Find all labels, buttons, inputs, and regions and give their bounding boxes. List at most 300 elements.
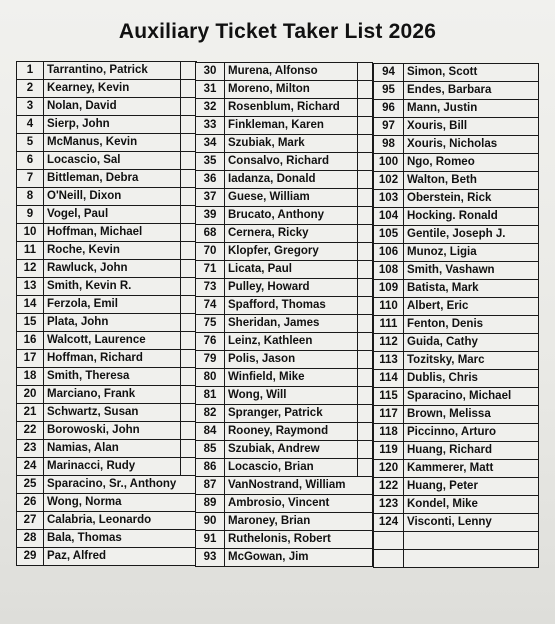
- ticket-number: 93: [196, 549, 225, 566]
- ticket-taker-name: Guese, William: [228, 191, 310, 204]
- table-row: [16, 205, 197, 224]
- ticket-taker-name: Locascio, Brian: [228, 461, 314, 474]
- blank-cell: [357, 279, 372, 296]
- blank-cell: [180, 98, 196, 115]
- table-row: [373, 387, 539, 406]
- ticket-taker-name: Xouris, Nicholas: [407, 138, 498, 151]
- ticket-number: 76: [196, 333, 225, 350]
- table-row: [195, 206, 373, 225]
- ticket-number: 26: [17, 494, 44, 511]
- table-row: [195, 494, 373, 513]
- table-row: [373, 243, 539, 262]
- ticket-number: 80: [196, 369, 225, 386]
- table-row: [373, 405, 539, 424]
- ticket-number: 115: [374, 388, 404, 405]
- blank-cell: [357, 135, 372, 152]
- table-row: [373, 369, 539, 388]
- table-row: [195, 404, 373, 423]
- ticket-number: [374, 550, 404, 567]
- table-row: [373, 189, 539, 208]
- ticket-taker-name: Hoffman, Richard: [47, 352, 143, 365]
- ticket-taker-name: O'Neill, Dixon: [47, 190, 122, 203]
- blank-cell: [180, 206, 196, 223]
- table-row: [195, 134, 373, 153]
- ticket-taker-name: Rosenblum, Richard: [228, 101, 340, 114]
- ticket-number: 103: [374, 190, 404, 207]
- ticket-taker-name: Walcott, Laurence: [47, 334, 146, 347]
- ticket-taker-name: Smith, Kevin R.: [47, 280, 132, 293]
- table-row: [16, 439, 197, 458]
- ticket-taker-name: Sierp, John: [47, 118, 110, 131]
- ticket-number: 120: [374, 460, 404, 477]
- ticket-number: 16: [17, 332, 44, 349]
- ticket-number: 36: [196, 171, 225, 188]
- table-row: [16, 385, 197, 404]
- ticket-taker-name: Gentile, Joseph J.: [407, 228, 506, 241]
- table-row: [195, 116, 373, 135]
- ticket-number: 75: [196, 315, 225, 332]
- table-row: [16, 493, 197, 512]
- ticket-taker-name: Dublis, Chris: [407, 372, 478, 385]
- blank-cell: [357, 171, 372, 188]
- ticket-number: 25: [17, 476, 44, 493]
- ticket-number: 32: [196, 99, 225, 116]
- ticket-taker-name: Licata, Paul: [228, 263, 292, 276]
- blank-cell: [180, 242, 196, 259]
- table-row: [195, 386, 373, 405]
- blank-cell: [357, 207, 372, 224]
- blank-cell: [357, 369, 372, 386]
- ticket-taker-name: Marinacci, Rudy: [47, 460, 136, 473]
- ticket-taker-name: Sparacino, Sr., Anthony: [47, 478, 177, 491]
- ticket-number: 33: [196, 117, 225, 134]
- table-row: [373, 333, 539, 352]
- ticket-taker-name: Bala, Thomas: [47, 532, 122, 545]
- table-row: [195, 278, 373, 297]
- ticket-taker-name: Iadanza, Donald: [228, 173, 316, 186]
- ticket-number: 18: [17, 368, 44, 385]
- ticket-number: 22: [17, 422, 44, 439]
- table-row: [373, 225, 539, 244]
- blank-cell: [357, 351, 372, 368]
- ticket-taker-name: Tozitsky, Marc: [407, 354, 485, 367]
- ticket-taker-name: Brown, Melissa: [407, 408, 491, 421]
- ticket-number: 74: [196, 297, 225, 314]
- blank-cell: [180, 260, 196, 277]
- ticket-number: 30: [196, 63, 225, 80]
- ticket-taker-name: Kammerer, Matt: [407, 462, 494, 475]
- ticket-taker-name: Oberstein, Rick: [407, 192, 492, 205]
- blank-cell: [180, 80, 196, 97]
- ticket-taker-name: Namias, Alan: [47, 442, 119, 455]
- ticket-taker-name: Plata, John: [47, 316, 109, 329]
- ticket-taker-name: Walton, Beth: [407, 174, 477, 187]
- ticket-taker-name: Ngo, Romeo: [407, 156, 475, 169]
- table-row: [195, 440, 373, 459]
- ticket-taker-name: Borowoski, John: [47, 424, 140, 437]
- blank-cell: [357, 225, 372, 242]
- ticket-taker-name: Bittleman, Debra: [47, 172, 139, 185]
- blank-cell: [180, 440, 196, 457]
- ticket-taker-name: VanNostrand, William: [228, 479, 346, 492]
- blank-cell: [357, 387, 372, 404]
- blank-cell: [357, 261, 372, 278]
- ticket-number: 1: [17, 62, 44, 79]
- ticket-number: 11: [17, 242, 44, 259]
- table-row: [373, 63, 539, 82]
- ticket-taker-name: Murena, Alfonso: [228, 65, 318, 78]
- ticket-taker-name: [404, 532, 538, 549]
- table-row: [373, 549, 539, 568]
- ticket-number: 108: [374, 262, 404, 279]
- table-row: [373, 495, 539, 514]
- table-row: [16, 367, 197, 386]
- table-row: [373, 99, 539, 118]
- table-row: [195, 296, 373, 315]
- ticket-taker-name: Huang, Peter: [407, 480, 478, 493]
- ticket-taker-name: Paz, Alfred: [47, 550, 107, 563]
- ticket-taker-name: Visconti, Lenny: [407, 516, 492, 529]
- ticket-taker-name: Polis, Jason: [228, 353, 296, 366]
- ticket-taker-name: Endes, Barbara: [407, 84, 492, 97]
- table-row: [195, 260, 373, 279]
- ticket-number: 2: [17, 80, 44, 97]
- table-row: [373, 81, 539, 100]
- blank-cell: [357, 99, 372, 116]
- blank-cell: [357, 423, 372, 440]
- ticket-number: 82: [196, 405, 225, 422]
- list-column-1: [16, 62, 197, 566]
- ticket-number: 5: [17, 134, 44, 151]
- ticket-number: 90: [196, 513, 225, 530]
- table-row: [195, 332, 373, 351]
- ticket-taker-name: Hocking. Ronald: [407, 210, 498, 223]
- ticket-taker-name: Ferzola, Emil: [47, 298, 118, 311]
- blank-cell: [357, 117, 372, 134]
- table-row: [16, 403, 197, 422]
- ticket-number: 23: [17, 440, 44, 457]
- ticket-number: 6: [17, 152, 44, 169]
- ticket-taker-name: Cernera, Ricky: [228, 227, 309, 240]
- table-row: [373, 135, 539, 154]
- ticket-number: 12: [17, 260, 44, 277]
- ticket-number: 110: [374, 298, 404, 315]
- ticket-number: 97: [374, 118, 404, 135]
- table-row: [195, 242, 373, 261]
- list-column-2: [195, 63, 373, 567]
- ticket-taker-name: Marciano, Frank: [47, 388, 136, 401]
- blank-cell: [180, 314, 196, 331]
- table-row: [373, 279, 539, 298]
- table-row: [195, 350, 373, 369]
- ticket-number: 124: [374, 514, 404, 531]
- ticket-taker-name: Simon, Scott: [407, 66, 478, 79]
- ticket-number: 13: [17, 278, 44, 295]
- table-row: [16, 151, 197, 170]
- table-row: [373, 315, 539, 334]
- ticket-taker-name: Nolan, David: [47, 100, 117, 113]
- ticket-number: 9: [17, 206, 44, 223]
- ticket-number: 24: [17, 458, 44, 475]
- ticket-taker-name: Tarrantino, Patrick: [47, 64, 148, 77]
- table-row: [373, 477, 539, 496]
- ticket-number: 39: [196, 207, 225, 224]
- table-row: [16, 511, 197, 530]
- ticket-number: 15: [17, 314, 44, 331]
- ticket-taker-name: Consalvo, Richard: [228, 155, 329, 168]
- ticket-taker-name: Spafford, Thomas: [228, 299, 326, 312]
- list-column-3: [373, 64, 539, 568]
- ticket-number: 3: [17, 98, 44, 115]
- ticket-taker-name: Spranger, Patrick: [228, 407, 323, 420]
- ticket-number: 113: [374, 352, 404, 369]
- ticket-number: 89: [196, 495, 225, 512]
- ticket-number: 4: [17, 116, 44, 133]
- ticket-number: 37: [196, 189, 225, 206]
- blank-cell: [357, 81, 372, 98]
- ticket-taker-name: [404, 550, 538, 567]
- blank-cell: [180, 116, 196, 133]
- ticket-number: 27: [17, 512, 44, 529]
- ticket-taker-name: Schwartz, Susan: [47, 406, 139, 419]
- ticket-number: 100: [374, 154, 404, 171]
- blank-cell: [180, 404, 196, 421]
- table-row: [16, 349, 197, 368]
- blank-cell: [180, 350, 196, 367]
- blank-cell: [357, 315, 372, 332]
- ticket-number: 95: [374, 82, 404, 99]
- ticket-taker-name: Vogel, Paul: [47, 208, 109, 221]
- ticket-number: 73: [196, 279, 225, 296]
- blank-cell: [357, 405, 372, 422]
- ticket-taker-name: Winfield, Mike: [228, 371, 305, 384]
- table-row: [195, 314, 373, 333]
- ticket-taker-name: Albert, Eric: [407, 300, 469, 313]
- ticket-number: 28: [17, 530, 44, 547]
- table-row: [16, 331, 197, 350]
- ticket-taker-name: Fenton, Denis: [407, 318, 484, 331]
- ticket-taker-name: Sheridan, James: [228, 317, 320, 330]
- ticket-taker-name: Xouris, Bill: [407, 120, 468, 133]
- ticket-taker-name: Hoffman, Michael: [47, 226, 143, 239]
- blank-cell: [180, 368, 196, 385]
- ticket-number: 21: [17, 404, 44, 421]
- ticket-taker-name: Locascio, Sal: [47, 154, 121, 167]
- ticket-number: 34: [196, 135, 225, 152]
- ticket-number: 87: [196, 477, 225, 494]
- ticket-number: 14: [17, 296, 44, 313]
- table-row: [195, 530, 373, 549]
- table-row: [16, 277, 197, 296]
- blank-cell: [357, 189, 372, 206]
- ticket-taker-name: Szubiak, Mark: [228, 137, 305, 150]
- table-row: [195, 368, 373, 387]
- ticket-number: 10: [17, 224, 44, 241]
- ticket-number: 94: [374, 64, 404, 81]
- ticket-taker-name: Moreno, Milton: [228, 83, 310, 96]
- ticket-number: 8: [17, 188, 44, 205]
- ticket-number: 109: [374, 280, 404, 297]
- table-row: [16, 313, 197, 332]
- blank-cell: [180, 458, 196, 475]
- blank-cell: [357, 459, 372, 476]
- ticket-taker-name: Kondel, Mike: [407, 498, 478, 511]
- ticket-number: 96: [374, 100, 404, 117]
- blank-cell: [357, 243, 372, 260]
- blank-cell: [180, 224, 196, 241]
- ticket-number: 70: [196, 243, 225, 260]
- page-title: Auxiliary Ticket Taker List 2026: [118, 20, 437, 43]
- table-row: [16, 529, 197, 548]
- ticket-taker-name: Piccinno, Arturo: [407, 426, 497, 439]
- table-row: [16, 169, 197, 188]
- ticket-number: 84: [196, 423, 225, 440]
- table-row: [16, 475, 197, 494]
- table-row: [373, 171, 539, 190]
- ticket-number: 98: [374, 136, 404, 153]
- ticket-taker-name: McManus, Kevin: [47, 136, 138, 149]
- blank-cell: [180, 170, 196, 187]
- table-row: [16, 295, 197, 314]
- blank-cell: [180, 422, 196, 439]
- ticket-number: 119: [374, 442, 404, 459]
- blank-cell: [357, 63, 372, 80]
- ticket-number: 85: [196, 441, 225, 458]
- table-row: [195, 422, 373, 441]
- ticket-taker-name: Kearney, Kevin: [47, 82, 130, 95]
- table-row: [373, 459, 539, 478]
- ticket-number: 35: [196, 153, 225, 170]
- ticket-taker-name: Ruthelonis, Robert: [228, 533, 331, 546]
- ticket-taker-name: Leinz, Kathleen: [228, 335, 313, 348]
- table-row: [373, 207, 539, 226]
- table-row: [16, 79, 197, 98]
- table-row: [16, 421, 197, 440]
- table-row: [195, 170, 373, 189]
- ticket-number: [374, 532, 404, 549]
- ticket-number: 104: [374, 208, 404, 225]
- ticket-taker-name: Wong, Norma: [47, 496, 122, 509]
- ticket-number: 91: [196, 531, 225, 548]
- table-row: [373, 261, 539, 280]
- table-row: [16, 187, 197, 206]
- ticket-taker-name: Huang, Richard: [407, 444, 492, 457]
- ticket-number: 86: [196, 459, 225, 476]
- ticket-taker-name: Batista, Mark: [407, 282, 479, 295]
- ticket-number: 68: [196, 225, 225, 242]
- ticket-number: 20: [17, 386, 44, 403]
- ticket-taker-name: Klopfer, Gregory: [228, 245, 319, 258]
- table-row: [373, 441, 539, 460]
- table-row: [16, 241, 197, 260]
- table-row: [373, 351, 539, 370]
- blank-cell: [180, 278, 196, 295]
- ticket-taker-name: Rooney, Raymond: [228, 425, 329, 438]
- ticket-taker-name: Roche, Kevin: [47, 244, 120, 257]
- table-row: [16, 61, 197, 80]
- table-row: [373, 117, 539, 136]
- ticket-taker-name: Sparacino, Michael: [407, 390, 512, 403]
- table-row: [373, 297, 539, 316]
- ticket-taker-name: Smith, Theresa: [47, 370, 130, 383]
- blank-cell: [180, 188, 196, 205]
- ticket-number: 111: [374, 316, 404, 333]
- blank-cell: [180, 62, 196, 79]
- ticket-number: 123: [374, 496, 404, 513]
- ticket-number: 105: [374, 226, 404, 243]
- ticket-number: 102: [374, 172, 404, 189]
- ticket-number: 106: [374, 244, 404, 261]
- table-row: [195, 512, 373, 531]
- ticket-taker-name: Ambrosio, Vincent: [228, 497, 330, 510]
- ticket-taker-name: Wong, Will: [228, 389, 287, 402]
- table-row: [195, 98, 373, 117]
- ticket-number: 118: [374, 424, 404, 441]
- ticket-taker-name: Calabria, Leonardo: [47, 514, 152, 527]
- ticket-taker-name: Smith, Vashawn: [407, 264, 495, 277]
- blank-cell: [357, 441, 372, 458]
- table-row: [16, 457, 197, 476]
- ticket-taker-name: Brucato, Anthony: [228, 209, 325, 222]
- ticket-number: 112: [374, 334, 404, 351]
- ticket-taker-name: Maroney, Brian: [228, 515, 311, 528]
- ticket-number: 7: [17, 170, 44, 187]
- blank-cell: [180, 332, 196, 349]
- ticket-number: 79: [196, 351, 225, 368]
- blank-cell: [357, 297, 372, 314]
- table-row: [373, 531, 539, 550]
- table-row: [16, 259, 197, 278]
- table-row: [195, 188, 373, 207]
- table-row: [195, 80, 373, 99]
- table-row: [195, 476, 373, 495]
- table-row: [373, 513, 539, 532]
- table-row: [16, 115, 197, 134]
- ticket-taker-name: Rawluck, John: [47, 262, 128, 275]
- table-row: [16, 133, 197, 152]
- ticket-number: 81: [196, 387, 225, 404]
- ticket-number: 114: [374, 370, 404, 387]
- blank-cell: [180, 152, 196, 169]
- table-row: [195, 548, 373, 567]
- ticket-taker-name: Guida, Cathy: [407, 336, 478, 349]
- blank-cell: [180, 386, 196, 403]
- ticket-number: 122: [374, 478, 404, 495]
- ticket-number: 71: [196, 261, 225, 278]
- ticket-taker-name: Finkleman, Karen: [228, 119, 324, 132]
- ticket-number: 117: [374, 406, 404, 423]
- ticket-number: 17: [17, 350, 44, 367]
- table-row: [16, 97, 197, 116]
- table-row: [195, 458, 373, 477]
- ticket-taker-name: Szubiak, Andrew: [228, 443, 320, 456]
- ticket-taker-name: Munoz, Ligia: [407, 246, 477, 259]
- ticket-taker-name: Mann, Justin: [407, 102, 478, 115]
- table-row: [16, 547, 197, 566]
- table-row: [195, 224, 373, 243]
- blank-cell: [357, 333, 372, 350]
- ticket-taker-name: Pulley, Howard: [228, 281, 310, 294]
- blank-cell: [357, 153, 372, 170]
- blank-cell: [180, 134, 196, 151]
- ticket-number: 29: [17, 548, 44, 565]
- ticket-number: 31: [196, 81, 225, 98]
- table-row: [373, 423, 539, 442]
- table-row: [373, 153, 539, 172]
- ticket-taker-name: McGowan, Jim: [228, 551, 309, 564]
- table-row: [195, 152, 373, 171]
- table-row: [16, 223, 197, 242]
